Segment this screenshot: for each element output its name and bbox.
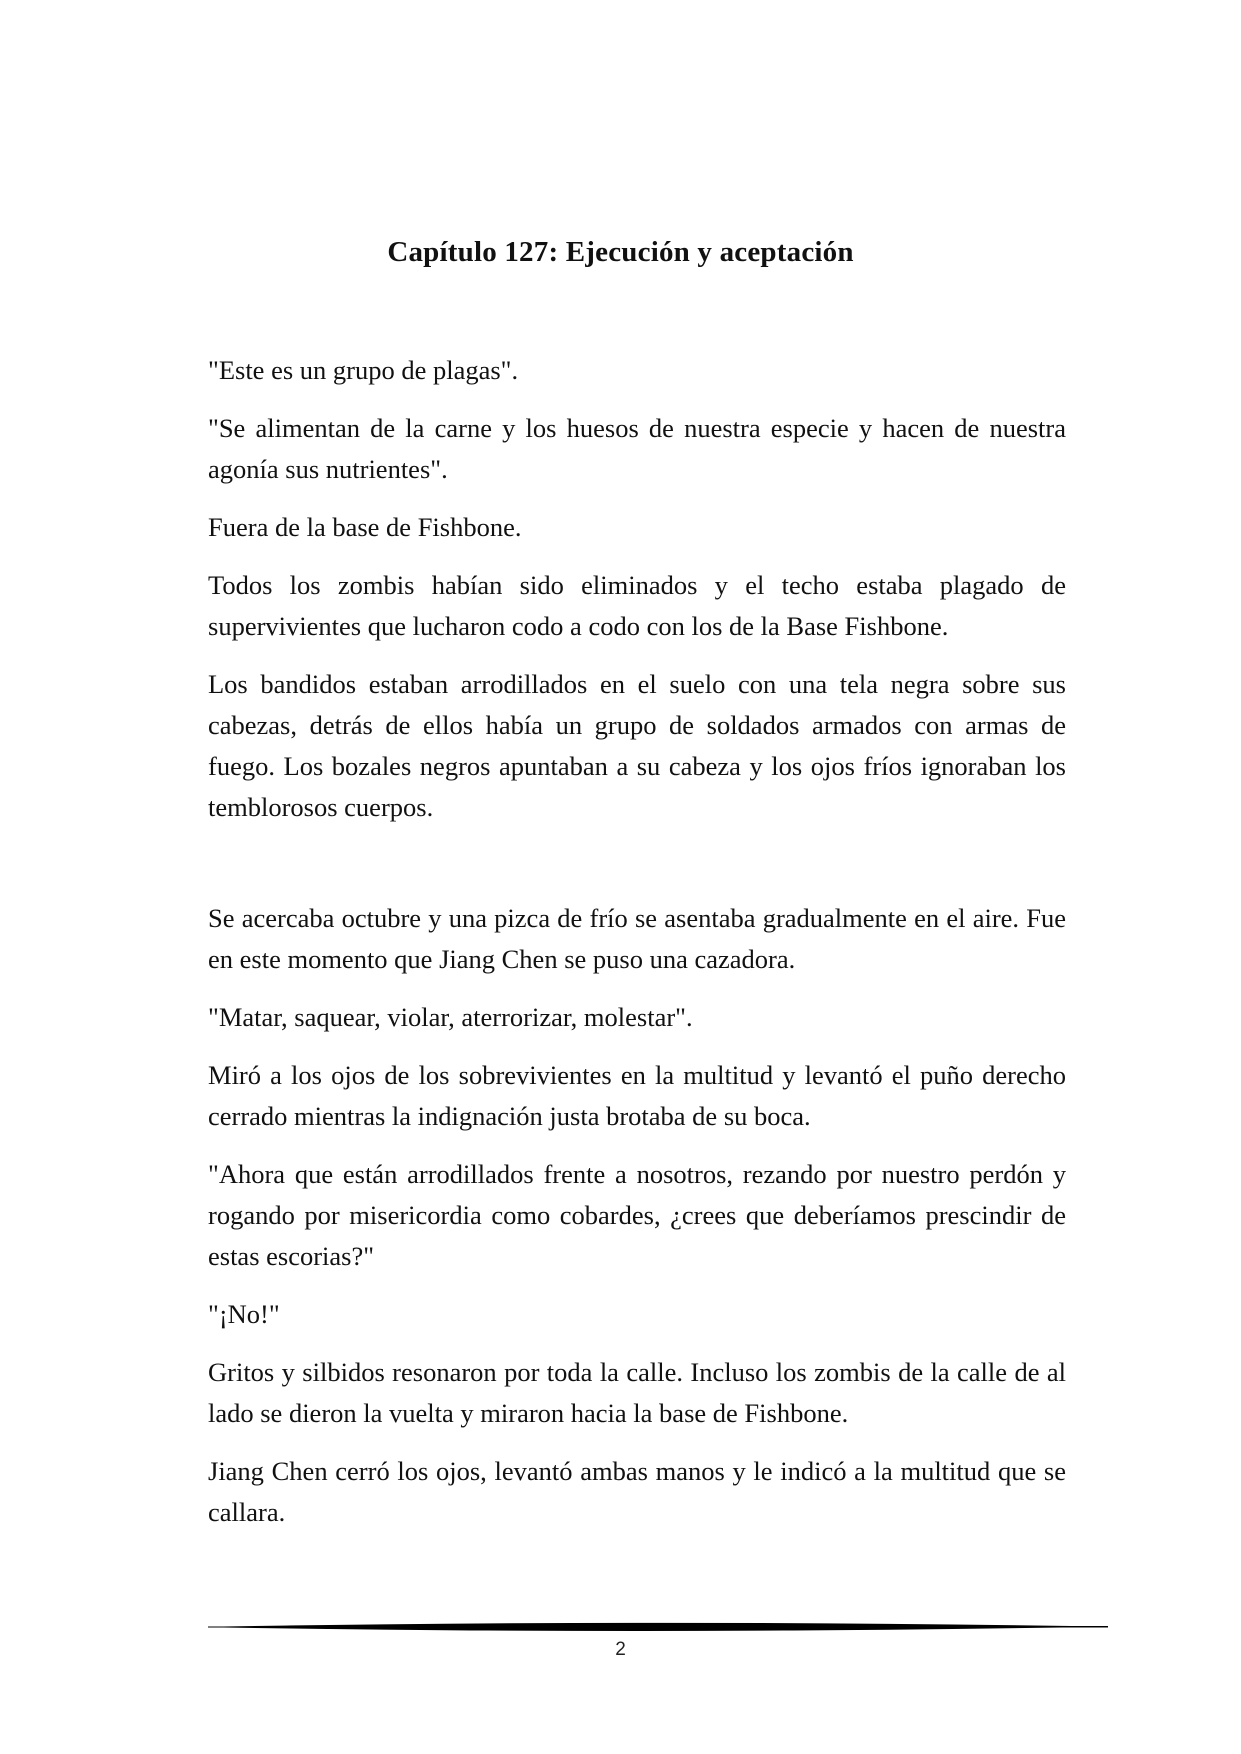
paragraph: "¡No!" [208,1299,280,1329]
paragraph: Los bandidos estaban arrodillados en el suelo con una tela negra sobre sus cabezas, detrás de ellos había un grupo de soldados armados con armas de fuego. Los bozales negros apuntaban a su cabeza y los ojos fríos ignoraban los temblorosos cuerpos. [208,669,1066,822]
page-number: 2 [615,1639,626,1660]
footer-divider [208,1621,1108,1633]
paragraph: Jiang Chen cerró los ojos, levantó ambas manos y le indicó a la multitud que se callara. [208,1456,1066,1527]
chapter-title: Capítulo 127: Ejecución y aceptación [387,236,854,268]
paragraph: "Este es un grupo de plagas". [208,355,519,385]
body-text [208,350,1066,1550]
paragraph: "Matar, saquear, violar, aterrorizar, molestar". [208,1002,693,1032]
paragraph: Se acercaba octubre y una pizca de frío se asentaba gradualmente en el aire. Fue en este momento que Jiang Chen se puso una cazadora. [208,903,1066,974]
paragraph: "Se alimentan de la carne y los huesos de nuestra especie y hacen de nuestra agonía sus nutrientes". [208,413,1066,484]
paragraph: Miró a los ojos de los sobrevivientes en la multitud y levantó el puño derecho cerrado mientras la indignación justa brotaba de su boca. [208,1060,1066,1131]
paragraph: Todos los zombis habían sido eliminados y el techo estaba plagado de supervivientes que lucharon codo a codo con los de la Base Fishbone. [208,570,1066,641]
paragraph: Fuera de la base de Fishbone. [208,512,522,542]
paragraph: "Ahora que están arrodillados frente a nosotros, rezando por nuestro perdón y rogando por misericordia como cobardes, ¿crees que deberíamos prescindir de estas escorias?" [208,1159,1066,1271]
paragraph: Gritos y silbidos resonaron por toda la calle. Incluso los zombis de la calle de al lado se dieron la vuelta y miraron hacia la base de Fishbone. [208,1357,1066,1428]
